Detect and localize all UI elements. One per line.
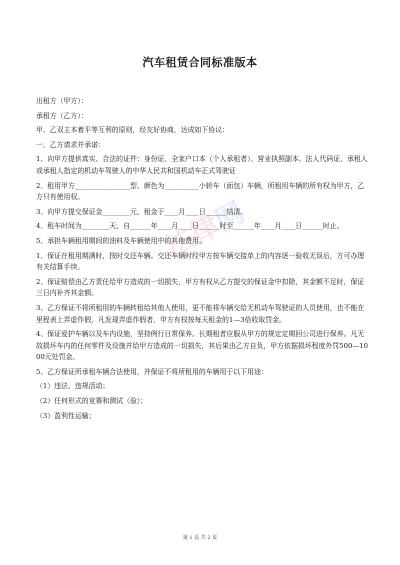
- agreement-intro: 甲、乙双主本着平等互利的原则，经友好协商，达成如下协议：: [36, 126, 229, 135]
- list-item: （2）任何形式的竞赛和测试（验）；: [36, 397, 148, 406]
- list-item: （1）违法、违规活动；: [36, 382, 110, 391]
- clause-paragraph: 3、向甲方提交保证金________元，租金于____月____日______结清。: [36, 207, 248, 216]
- lessor-line: 出租方（甲方）：: [36, 97, 88, 105]
- clause-paragraph: 4、保证爱护车辆以及车内设施，坚持例行日常保养。长期租者应服从甲方的规定定期回公司进行保养。凡无故损坏车内的任何零件及设施并给甲方造成的一切损失，其后果由乙方自负，甲方依据损坏程度外罚500—1000元处罚金。: [36, 330, 368, 362]
- document-title: 汽车租赁合同标准版本: [142, 56, 258, 69]
- clause-paragraph: 4、租车时间为________天，自______年____月____日______时至______年____月____日______时止。: [36, 222, 344, 231]
- clause-paragraph: 5、承担车辆租用期间的油料及车辆使用中的其他费用。: [36, 236, 206, 245]
- document-body: [36, 96, 370, 425]
- page-footer: 第 1 页 共 2 页: [182, 535, 218, 541]
- watermark-logo: 法律网: [159, 195, 250, 264]
- clause-paragraph: 3、乙方保证不将所租用的车辆转租给其他人使用，更不能将车辆交给无机动车驾驶证的人员使用，也不能在里程表上弄虚作假，凡发现弄虚作假者，甲方有权按每天租金的1—3倍收取罚金。: [36, 303, 365, 324]
- clause-paragraph: 2、保证赔偿由乙方责任给甲方造成的一切损失，甲方有权从乙方提交的保证金中扣除，其金额不足时，保证三日内补齐其金额。: [36, 277, 365, 298]
- list-item: （3）盈利性运输；: [36, 411, 96, 420]
- clause-paragraph: 5、乙方保证所承租车辆合法使用，并保证不将所租用的车辆用于以下用途：: [36, 367, 268, 376]
- clause-paragraph: 2、租用甲方________________型、颜色为__________小轿车（面包）车辆，所租用车辆的所有权为甲方，乙方只有使用权。: [36, 181, 365, 202]
- lessee-line: 承租方（乙方）：: [36, 111, 88, 120]
- clause-paragraph: 1、向甲方提供真实、合法的证件：身份证、全家户口本（个人承租者）、营业执照副本、法人代码证、承租人或承租人指定的机动车驾驶人的中华人民共和国机动车正式驾驶证: [36, 155, 368, 175]
- section-heading: 一、乙方请求并承诺：: [36, 140, 105, 149]
- clause-paragraph: 1、保证在租用期满时，按时交还车辆。交还车辆时经甲方按车辆交接单上的内容逐一验收无误后，方可办理有关结算手续。: [36, 251, 365, 272]
